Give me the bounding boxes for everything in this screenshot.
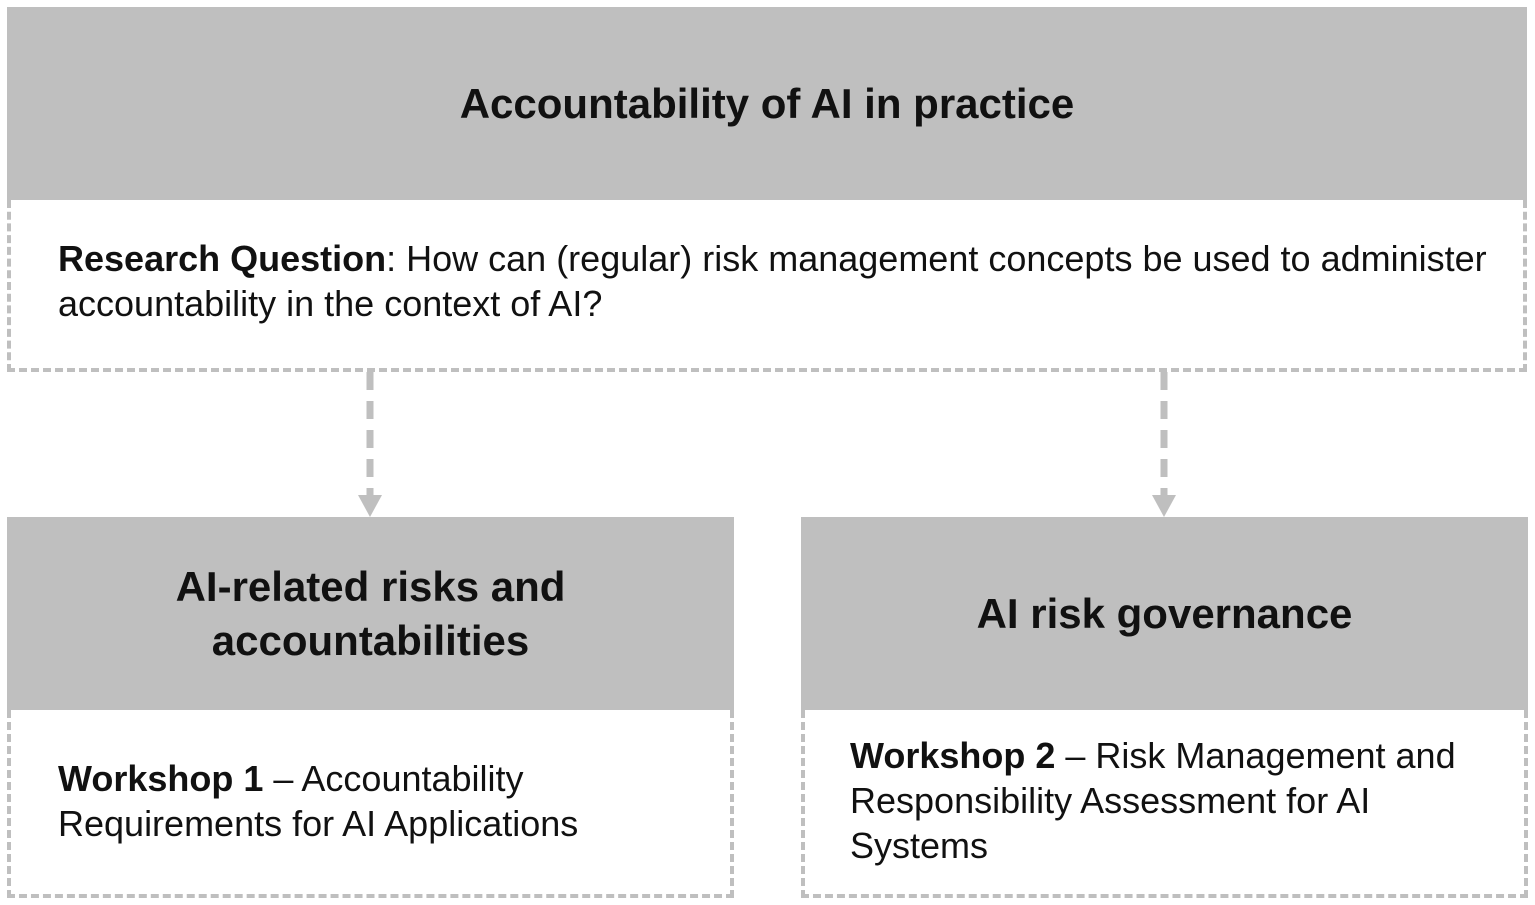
left-topic-header — [7, 517, 734, 710]
workshop-1-body: – Accountability Requirements for AI Applications — [58, 758, 579, 844]
right-topic-title: AI risk governance — [976, 589, 1353, 637]
right-arrowhead — [1152, 495, 1176, 517]
research-question-label: Research Question — [58, 238, 387, 279]
left-arrowhead — [358, 495, 382, 517]
workshop-1-text — [58, 756, 698, 846]
left-topic-title: AI-related risks and accountabilities — [175, 562, 566, 664]
workshop-1-label: Workshop 1 — [58, 758, 264, 799]
main-title: Accountability of AI in practice — [459, 79, 1075, 127]
workshop-2-label: Workshop 2 — [850, 735, 1056, 776]
research-question-body: : How can (regular) risk management concepts be used to administer accountability in the context of AI? — [58, 238, 1487, 324]
workshop-2-text — [850, 733, 1510, 868]
right-topic-header — [801, 517, 1528, 710]
workshop-2-body: – Risk Management and Responsibility Assessment for AI Systems — [850, 735, 1456, 866]
workshop-1-box — [7, 710, 734, 898]
workshop-2-box — [801, 710, 1528, 898]
